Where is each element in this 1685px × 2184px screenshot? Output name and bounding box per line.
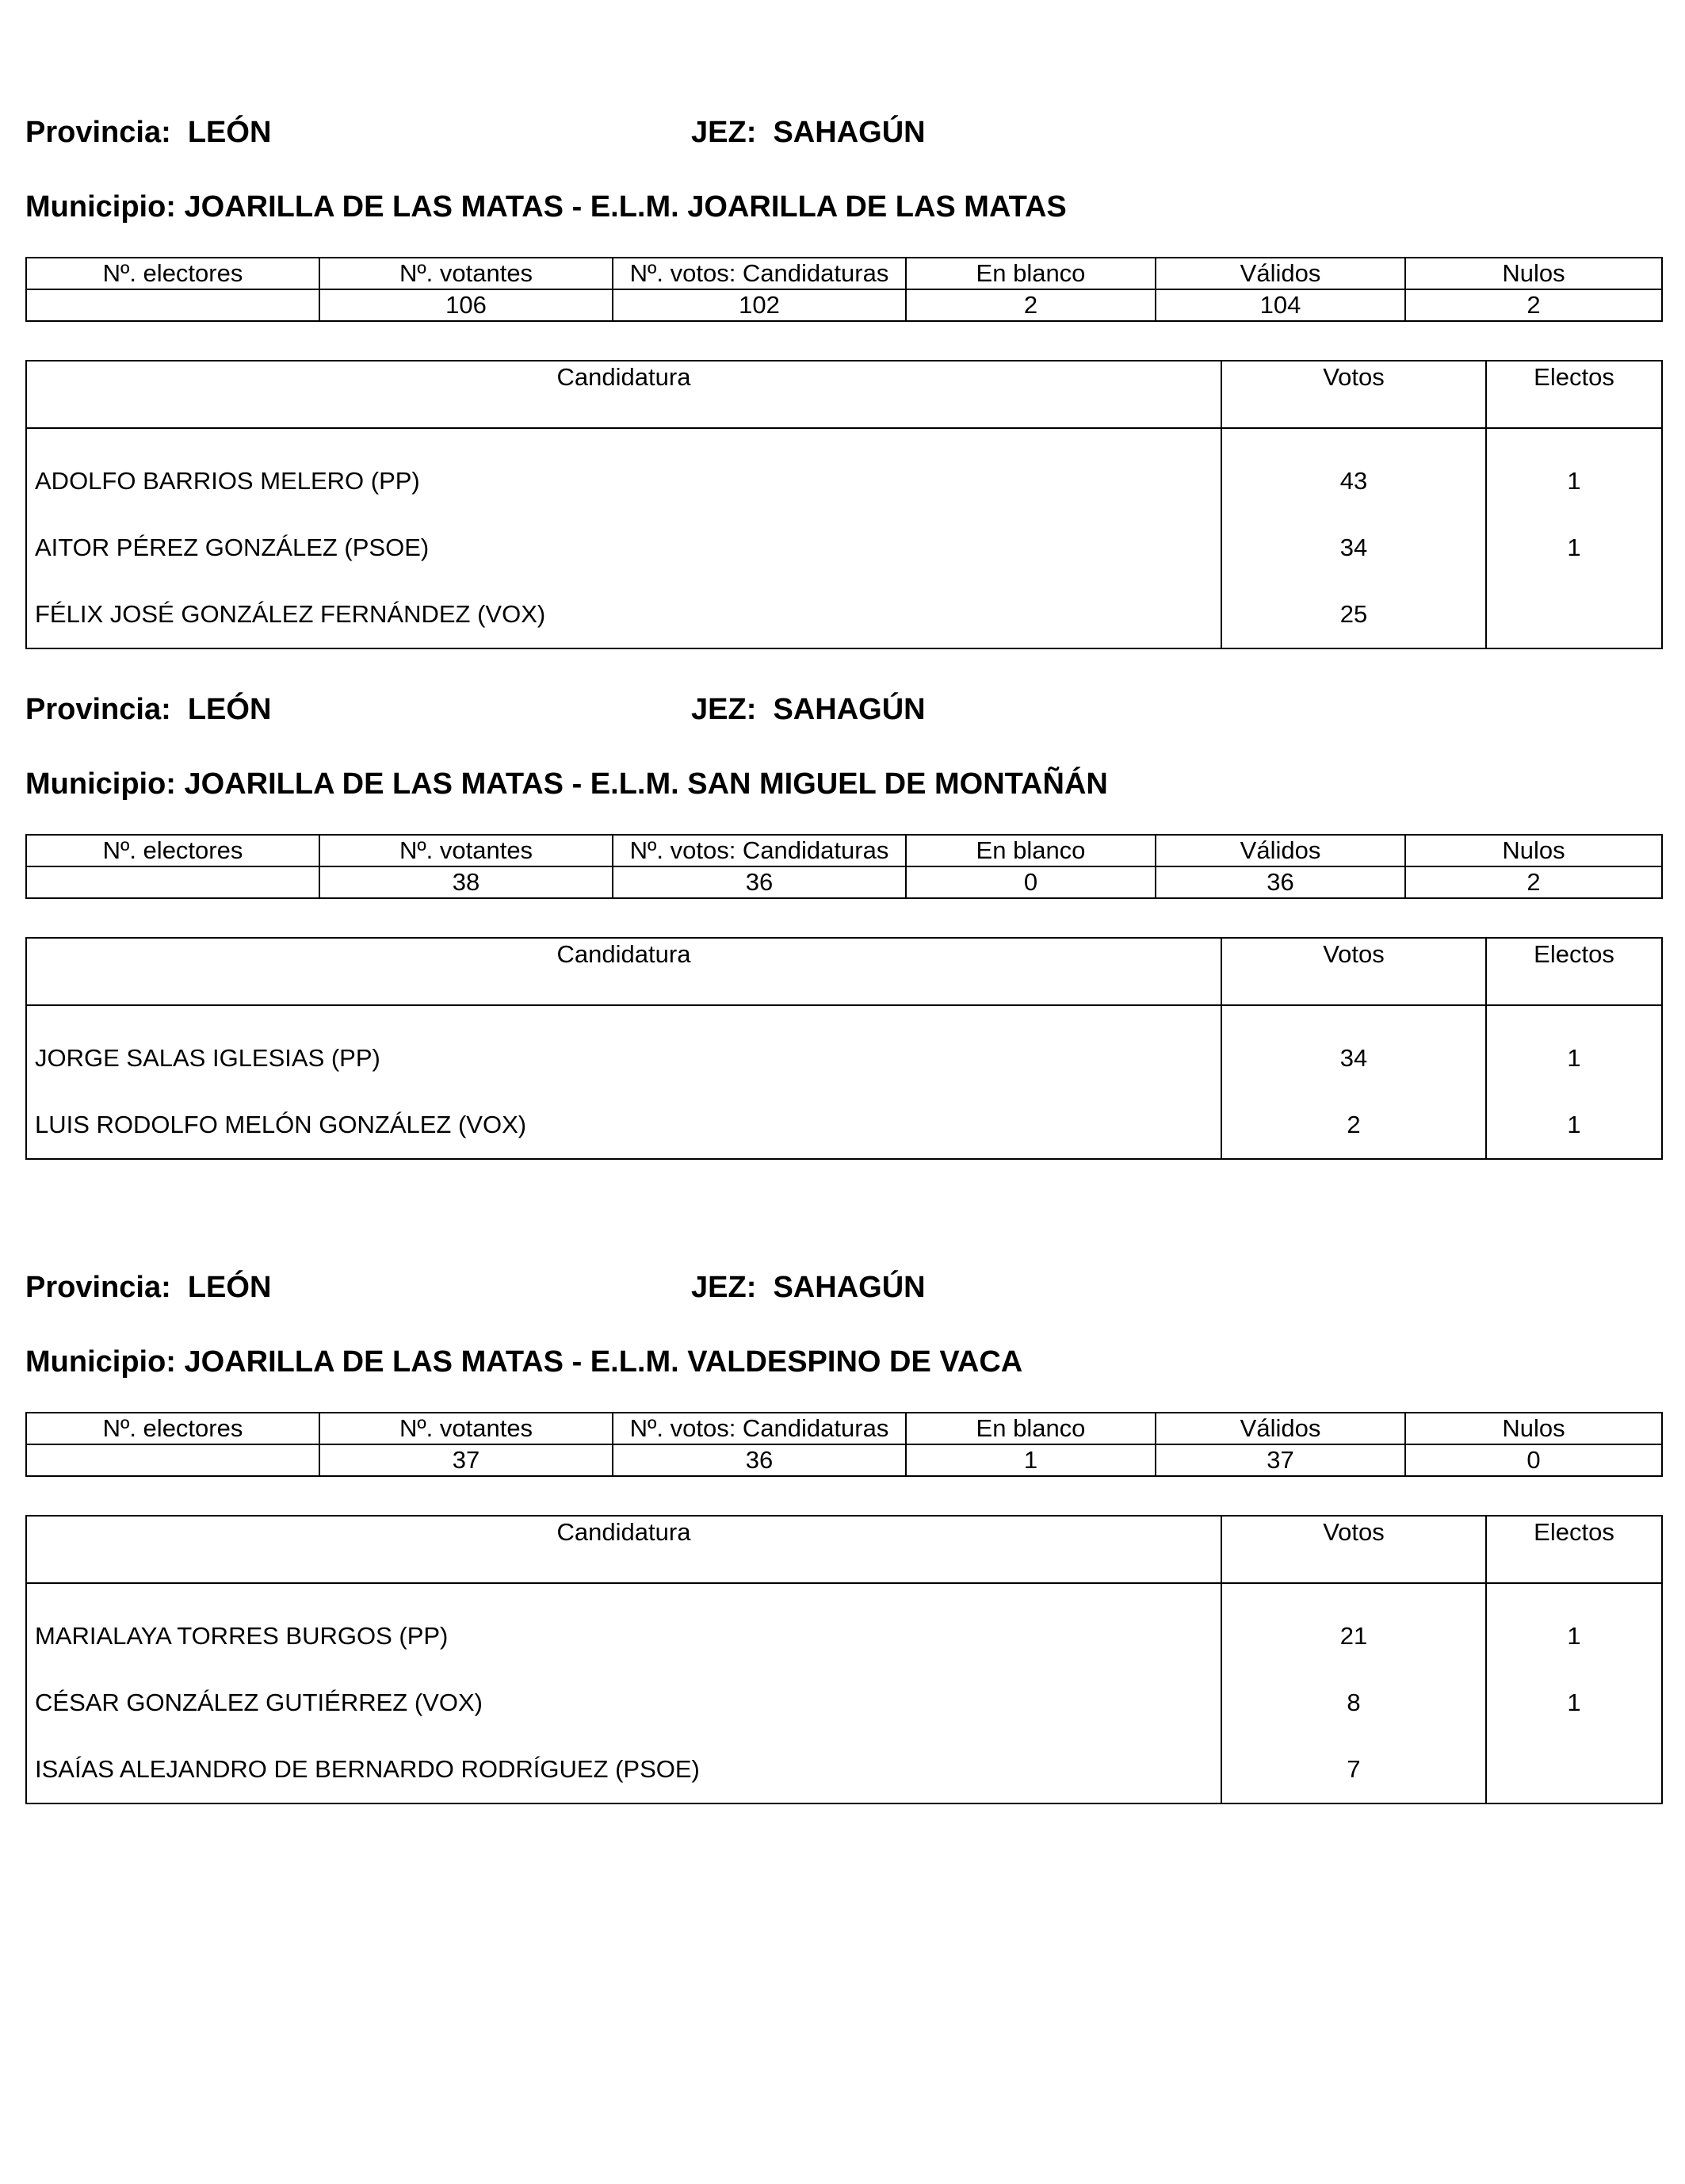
jez-label: JEZ: SAHAGÚN (691, 116, 926, 149)
stats-value-votantes: 38 (319, 866, 613, 898)
provincia-label: Provincia: LEÓN (25, 1271, 272, 1304)
stats-value-en-blanco: 2 (906, 289, 1156, 321)
stats-header-row (26, 1413, 1662, 1444)
candidate-electos: 1 (1486, 1092, 1662, 1159)
candidate-votos: 21 (1221, 1583, 1486, 1670)
candidate-votos: 2 (1221, 1092, 1486, 1159)
stats-value-validos: 37 (1156, 1444, 1405, 1476)
stats-header-row (26, 835, 1662, 866)
stats-value-validos: 104 (1156, 289, 1405, 321)
candidates-table (25, 1515, 1663, 1804)
stats-header-votantes: Nº. votantes (319, 1413, 613, 1444)
stats-value-nulos: 0 (1405, 1444, 1662, 1476)
jez-label: JEZ: SAHAGÚN (691, 693, 926, 726)
stats-header-electores: Nº. electores (26, 258, 319, 289)
municipio-label: Municipio: JOARILLA DE LAS MATAS - E.L.M. VALDESPINO DE VACA (25, 1345, 1023, 1379)
candidate-name: ADOLFO BARRIOS MELERO (PP) (35, 467, 420, 495)
candidates-header-row (26, 938, 1662, 1005)
candidate-votos: 34 (1221, 1005, 1486, 1092)
header-electos: Electos (1486, 361, 1662, 428)
stats-header-validos: Válidos (1156, 1413, 1405, 1444)
header-candidatura: Candidatura (26, 938, 1221, 1005)
stats-header-validos: Válidos (1156, 258, 1405, 289)
stats-header-nulos: Nulos (1405, 258, 1662, 289)
candidate-name: JORGE SALAS IGLESIAS (PP) (35, 1044, 380, 1072)
stats-value-votos-candidaturas: 102 (613, 289, 906, 321)
stats-value-nulos: 2 (1405, 866, 1662, 898)
jez-label: JEZ: SAHAGÚN (691, 1271, 926, 1304)
header-candidatura: Candidatura (26, 361, 1221, 428)
stats-value-electores (26, 1444, 319, 1476)
candidate-electos: 1 (1486, 1583, 1662, 1670)
candidate-name: LUIS RODOLFO MELÓN GONZÁLEZ (VOX) (35, 1111, 527, 1138)
candidate-votos: 25 (1221, 581, 1486, 648)
candidates-table (25, 937, 1663, 1160)
provincia-label: Provincia: LEÓN (25, 693, 272, 726)
header-electos: Electos (1486, 1516, 1662, 1583)
stats-header-en-blanco: En blanco (906, 1413, 1156, 1444)
stats-header-en-blanco: En blanco (906, 258, 1156, 289)
candidate-electos: 1 (1486, 514, 1662, 581)
stats-value-electores (26, 289, 319, 321)
header-electos: Electos (1486, 938, 1662, 1005)
stats-table (25, 1412, 1663, 1477)
stats-value-votos-candidaturas: 36 (613, 866, 906, 898)
provincia-label: Provincia: LEÓN (25, 116, 272, 149)
stats-header-electores: Nº. electores (26, 1413, 319, 1444)
candidate-row (26, 1670, 1662, 1736)
stats-table (25, 834, 1663, 899)
stats-header-votos-candidaturas: Nº. votos: Candidaturas (613, 258, 906, 289)
candidate-row (26, 514, 1662, 581)
header-votos: Votos (1221, 361, 1486, 428)
candidate-row (26, 428, 1662, 514)
stats-header-nulos: Nulos (1405, 1413, 1662, 1444)
candidate-electos (1486, 1736, 1662, 1803)
stats-header-votos-candidaturas: Nº. votos: Candidaturas (613, 835, 906, 866)
stats-header-row (26, 258, 1662, 289)
stats-value-row (26, 289, 1662, 321)
candidate-votos: 34 (1221, 514, 1486, 581)
stats-value-row (26, 866, 1662, 898)
candidate-row (26, 1092, 1662, 1159)
stats-value-validos: 36 (1156, 866, 1405, 898)
stats-value-votantes: 106 (319, 289, 613, 321)
candidate-electos: 1 (1486, 1005, 1662, 1092)
stats-header-electores: Nº. electores (26, 835, 319, 866)
header-votos: Votos (1221, 938, 1486, 1005)
candidate-votos: 7 (1221, 1736, 1486, 1803)
candidate-name: FÉLIX JOSÉ GONZÁLEZ FERNÁNDEZ (VOX) (35, 600, 546, 628)
stats-value-votantes: 37 (319, 1444, 613, 1476)
header-votos: Votos (1221, 1516, 1486, 1583)
stats-table (25, 257, 1663, 322)
candidate-electos: 1 (1486, 1670, 1662, 1736)
candidate-row (26, 1736, 1662, 1803)
stats-value-row (26, 1444, 1662, 1476)
stats-header-votos-candidaturas: Nº. votos: Candidaturas (613, 1413, 906, 1444)
candidates-header-row (26, 1516, 1662, 1583)
header-candidatura: Candidatura (26, 1516, 1221, 1583)
candidate-row (26, 581, 1662, 648)
stats-header-votantes: Nº. votantes (319, 258, 613, 289)
candidate-name: ISAÍAS ALEJANDRO DE BERNARDO RODRÍGUEZ (PSOE) (35, 1755, 700, 1783)
candidate-electos: 1 (1486, 428, 1662, 514)
municipio-label: Municipio: JOARILLA DE LAS MATAS - E.L.M. JOARILLA DE LAS MATAS (25, 190, 1067, 224)
stats-value-votos-candidaturas: 36 (613, 1444, 906, 1476)
stats-value-en-blanco: 0 (906, 866, 1156, 898)
stats-header-votantes: Nº. votantes (319, 835, 613, 866)
candidates-table (25, 360, 1663, 649)
candidate-name: CÉSAR GONZÁLEZ GUTIÉRREZ (VOX) (35, 1689, 483, 1716)
candidate-votos: 8 (1221, 1670, 1486, 1736)
stats-value-electores (26, 866, 319, 898)
candidate-row (26, 1005, 1662, 1092)
candidate-votos: 43 (1221, 428, 1486, 514)
stats-header-validos: Válidos (1156, 835, 1405, 866)
stats-value-nulos: 2 (1405, 289, 1662, 321)
candidate-name: AITOR PÉREZ GONZÁLEZ (PSOE) (35, 534, 430, 561)
candidate-name: MARIALAYA TORRES BURGOS (PP) (35, 1622, 449, 1650)
candidates-header-row (26, 361, 1662, 428)
stats-header-en-blanco: En blanco (906, 835, 1156, 866)
candidate-electos (1486, 581, 1662, 648)
stats-value-en-blanco: 1 (906, 1444, 1156, 1476)
stats-header-nulos: Nulos (1405, 835, 1662, 866)
municipio-label: Municipio: JOARILLA DE LAS MATAS - E.L.M. SAN MIGUEL DE MONTAÑÁN (25, 767, 1108, 801)
candidate-row (26, 1583, 1662, 1670)
